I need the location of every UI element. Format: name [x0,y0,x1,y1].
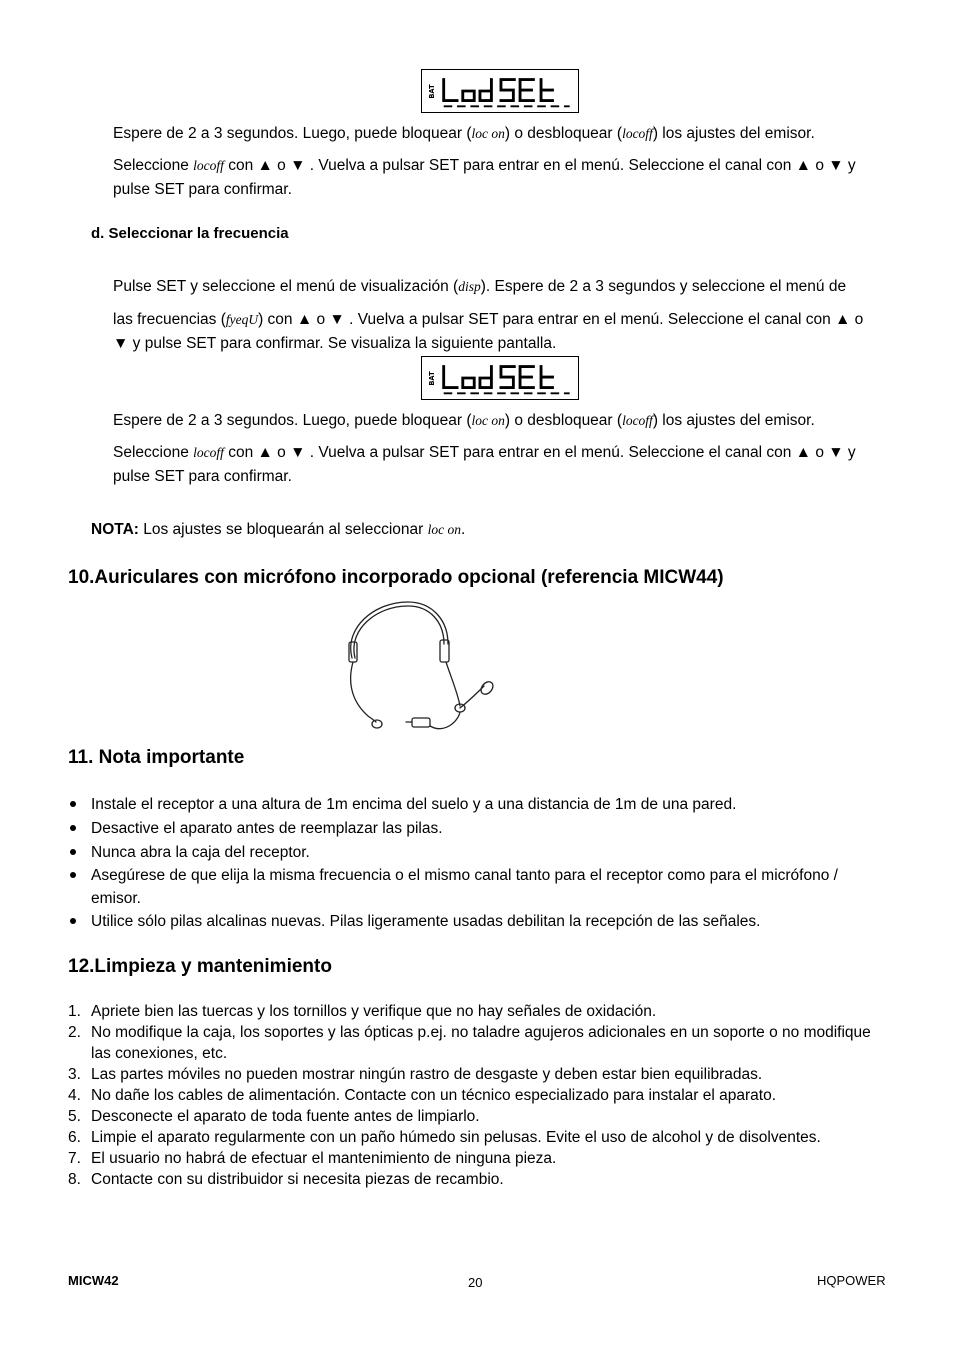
numbered-item: 5. Desconecte el aparato de toda fuente antes de limpiarlo. [68,1108,480,1125]
heading-section-10: 10.Auriculares con micrófono incorporado opcional (referencia MICW44) [68,567,724,588]
wait-lock-text: Espere de 2 a 3 segundos. Luego, puede bloquear (loc on) o desbloquear (locoff) los ajustes del emisor. [113,125,815,142]
headset-illustration [334,598,498,734]
freq-line-2: las frecuencias (fyeqU) con ▲ o ▼ . Vuelva a pulsar SET para entrar en el menú. Seleccione el canal con ▲ o [113,311,864,328]
numbered-item: 4. No dañe los cables de alimentación. Contacte con un técnico especializado para instalar el aparato. [68,1087,777,1104]
list-item: Instale el receptor a una altura de 1m encima del suelo y a una distancia de 1m de una pared. [91,796,737,813]
numbered-item: 8. Contacte con su distribuidor si necesita piezas de recambio. [68,1171,504,1188]
freq-line-3: ▼ y pulse SET para confirmar. Se visualiza la siguiente pantalla. [113,335,557,352]
footer-model: MICW42 [68,1273,119,1288]
list-item: Desactive el aparato antes de reemplazar las pilas. [91,820,443,837]
bullet-dot [70,918,76,924]
heading-section-12: 12.Limpieza y mantenimiento [68,956,332,977]
freq-line-1: Pulse SET y seleccione el menú de visualización (disp). Espere de 2 a 3 segundos y seleccione el menú de [113,278,847,295]
bullet-dot [70,872,76,878]
lcd-bat-label-2: BAT [428,371,437,386]
list-item: Utilice sólo pilas alcalinas nuevas. Pilas ligeramente usadas debilitan la recepción de las señales. [91,913,761,930]
lcd-display-lodset-2 [421,356,579,400]
numbered-item-continuation: las conexiones, etc. [91,1045,228,1062]
heading-section-11: 11. Nota importante [68,747,245,768]
bullet-dot [70,825,76,831]
bullet-dot [70,849,76,855]
numbered-item: 6. Limpie el aparato regularmente con un paño húmedo sin pelusas. Evite el uso de alcohol y de disolventes. [68,1129,821,1146]
wait-lock-text-2: Espere de 2 a 3 segundos. Luego, puede bloquear (loc on) o desbloquear (locoff) los ajustes del emisor. [113,412,815,429]
bullet-dot [70,801,76,807]
numbered-item: 1. Apriete bien las tuercas y los tornillos y verifique que no hay señales de oxidación. [68,1003,657,1020]
heading-d: d. Seleccionar la frecuencia [91,225,289,242]
list-item: Asegúrese de que elija la misma frecuencia o el mismo canal tanto para el receptor como para el micrófono / [91,867,838,884]
select-locoff-text-2: Seleccione locoff con ▲ o ▼ . Vuelva a pulsar SET para entrar en el menú. Seleccione el canal con ▲ o ▼ y [113,444,856,461]
lcd-lodset-graphic-2 [422,357,578,399]
confirm-text-2: pulse SET para confirmar. [113,468,292,485]
footer-page-number: 20 [468,1275,483,1290]
list-item: Nunca abra la caja del receptor. [91,844,310,861]
lcd-display-lodset [421,69,579,113]
numbered-item: 7. El usuario no habrá de efectuar el mantenimiento de ninguna pieza. [68,1150,557,1167]
note-line: NOTA: Los ajustes se bloquearán al seleccionar loc on. [91,521,466,538]
lcd-bat-label: BAT [428,84,437,99]
confirm-text: pulse SET para confirmar. [113,181,292,198]
numbered-item: 2. No modifique la caja, los soportes y las ópticas p.ej. no taladre agujeros adicionales en un soporte o no modifique [68,1024,871,1041]
select-locoff-text: Seleccione locoff con ▲ o ▼ . Vuelva a pulsar SET para entrar en el menú. Seleccione el canal con ▲ o ▼ y [113,157,856,174]
lcd-lodset-graphic [422,70,578,112]
list-item-continuation: emisor. [91,890,141,907]
maintenance-list [68,1001,871,1190]
footer-brand: HQPOWER [817,1273,886,1288]
numbered-item: 3. Las partes móviles no pueden mostrar ningún rastro de desgaste y deben estar bien equilibradas. [68,1066,763,1083]
